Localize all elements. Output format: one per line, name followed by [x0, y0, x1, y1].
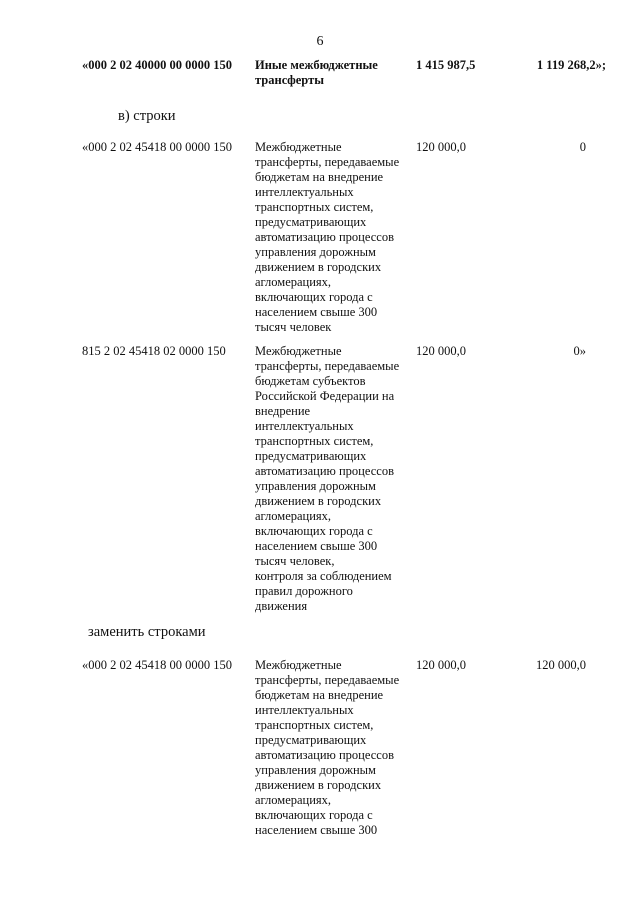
row2-desc-line: автоматизацию процессов	[255, 464, 394, 478]
row1-desc-line: предусматривающих	[255, 215, 367, 229]
row1-desc-line: Межбюджетные	[255, 140, 342, 154]
row3-code: «000 2 02 45418 00 0000 150	[82, 658, 232, 672]
row3-desc-line: предусматривающих	[255, 733, 367, 747]
section-b-label: в) строки	[118, 108, 176, 124]
row1-desc-line: управления дорожным	[255, 245, 376, 259]
row3-desc-line: управления дорожным	[255, 763, 376, 777]
row3-desc-line: трансферты, передаваемые	[255, 673, 400, 687]
row1-desc-line: трансферты, передаваемые	[255, 155, 400, 169]
row3-desc-line: транспортных систем,	[255, 718, 374, 732]
row2-desc-line: транспортных систем,	[255, 434, 374, 448]
page-number: 6	[316, 34, 324, 49]
header-row-value1: 1 415 987,5	[416, 58, 476, 72]
row1-desc-line: бюджетам на внедрение	[255, 170, 384, 184]
row1-desc-line: включающих города с	[255, 290, 373, 304]
row3-desc-line: включающих города с	[255, 808, 373, 822]
row2-desc-line: включающих города с	[255, 524, 373, 538]
row3-desc-line: интеллектуальных	[255, 703, 354, 717]
row2-desc-line: населением свыше 300	[255, 539, 378, 553]
row3-desc-line: агломерациях,	[255, 793, 332, 807]
row2-value1: 120 000,0	[416, 344, 466, 358]
row2-desc-line: интеллектуальных	[255, 419, 354, 433]
header-row-value2: 1 119 268,2»;	[536, 58, 606, 72]
row3-desc-line: Межбюджетные	[255, 658, 342, 672]
row2-code: 815 2 02 45418 02 0000 150	[82, 344, 226, 358]
header-row-desc	[255, 58, 405, 88]
row1-desc-line: транспортных систем,	[255, 200, 374, 214]
row2-desc-line: движением в городских	[255, 494, 382, 508]
row3-value1: 120 000,0	[416, 658, 466, 672]
row1-desc-line: населением свыше 300	[255, 305, 378, 319]
row2-desc-line: контроля за соблюдением	[255, 569, 392, 583]
row3-desc-line: движением в городских	[255, 778, 382, 792]
row2-desc-line: бюджетам субъектов	[255, 374, 366, 388]
row1-desc-line: тысяч человек	[255, 320, 332, 334]
row1-value1: 120 000,0	[416, 140, 466, 154]
row2-value2: 0»	[573, 344, 586, 358]
row2-desc-line: движения	[255, 599, 308, 613]
row1-desc-line: движением в городских	[255, 260, 382, 274]
section-replace-label: заменить строками	[88, 624, 206, 640]
row3-desc-line: автоматизацию процессов	[255, 748, 394, 762]
header-row-desc-line: Иные межбюджетные	[255, 58, 378, 72]
row2-desc-line: правил дорожного	[255, 584, 353, 598]
row1-desc-line: агломерациях,	[255, 275, 332, 289]
row2-desc-line: предусматривающих	[255, 449, 367, 463]
row3-desc-line: бюджетам на внедрение	[255, 688, 384, 702]
row2-desc-line: Российской Федерации на	[255, 389, 395, 403]
row1-desc-line: автоматизацию процессов	[255, 230, 394, 244]
row2-desc-line: управления дорожным	[255, 479, 376, 493]
header-row-code: «000 2 02 40000 00 0000 150	[82, 58, 232, 72]
header-row-desc-line: трансферты	[255, 73, 324, 87]
row2-desc-line: трансферты, передаваемые	[255, 359, 400, 373]
row2-desc	[255, 344, 405, 614]
row3-desc	[255, 658, 405, 838]
row3-value2: 120 000,0	[536, 658, 586, 672]
row1-value2: 0	[579, 140, 586, 154]
row1-desc-line: интеллектуальных	[255, 185, 354, 199]
row2-desc-line: внедрение	[255, 404, 311, 418]
row1-code: «000 2 02 45418 00 0000 150	[82, 140, 232, 154]
row2-desc-line: тысяч человек,	[255, 554, 335, 568]
row3-desc-line: населением свыше 300	[255, 823, 378, 837]
row2-desc-line: Межбюджетные	[255, 344, 342, 358]
row1-desc	[255, 140, 405, 335]
row2-desc-line: агломерациях,	[255, 509, 332, 523]
